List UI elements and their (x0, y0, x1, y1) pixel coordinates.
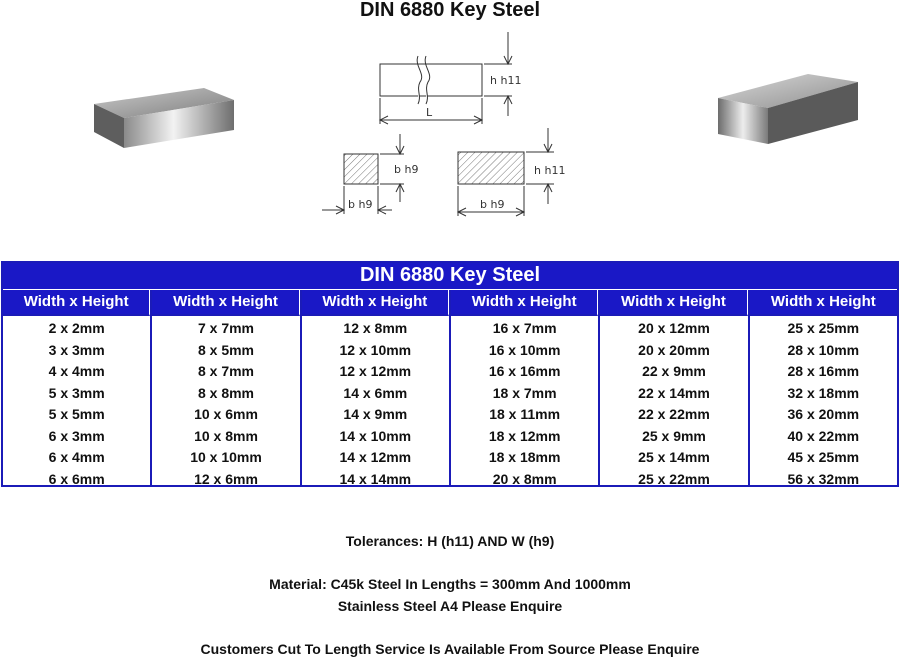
size-cell: 16 x 16mm (488, 363, 561, 379)
label-height-h11: h h11 (490, 74, 522, 87)
size-cell: 28 x 16mm (787, 363, 860, 379)
size-cell: 25 x 14mm (638, 449, 710, 465)
size-cell: 25 x 9mm (642, 427, 706, 444)
size-cell: 7 x 7mm (197, 320, 255, 336)
size-cell: 18 x 7mm (492, 384, 557, 401)
stainless-note: Stainless Steel A4 Please Enquire (337, 598, 563, 614)
label-height-h11-section: h h11 (534, 164, 566, 177)
label-width-h9-section: b h9 (480, 198, 505, 211)
size-cell: 8 x 7mm (197, 363, 255, 379)
label-width-h9: b h9 (394, 163, 419, 176)
size-cell: 16 x 7mm (492, 320, 557, 336)
table-column (302, 290, 451, 486)
size-cell: 14 x 6mm (343, 384, 408, 401)
key-steel-dimension-diagram (318, 26, 578, 220)
size-cell: 3 x 3mm (48, 341, 105, 358)
size-cell: 14 x 12mm (339, 449, 412, 465)
size-cell: 22 x 9mm (642, 363, 706, 379)
size-cell: 4 x 4mm (48, 363, 105, 379)
size-cell: 18 x 12mm (488, 427, 561, 444)
size-cell: 22 x 14mm (638, 384, 710, 401)
column-header: Width x Height (750, 290, 897, 316)
table-column (600, 290, 749, 486)
table-column (451, 290, 600, 486)
table-column (3, 290, 152, 486)
size-cell: 6 x 4mm (48, 449, 105, 465)
size-cell: 10 x 8mm (194, 427, 258, 444)
size-cell: 10 x 6mm (194, 406, 258, 422)
page-title: DIN 6880 Key Steel (359, 0, 541, 21)
size-cell: 8 x 8mm (197, 384, 255, 401)
size-cell: 36 x 20mm (787, 406, 860, 422)
size-cell: 12 x 12mm (339, 363, 412, 379)
size-cell: 12 x 8mm (343, 320, 408, 336)
size-cell: 8 x 5mm (197, 341, 255, 358)
tolerances-note: Tolerances: H (h11) AND W (h9) (345, 533, 555, 549)
column-header: Width x Height (600, 290, 747, 316)
size-cell: 5 x 5mm (48, 406, 105, 422)
label-width-h9-bottom: b h9 (348, 198, 373, 211)
size-cell: 40 x 22mm (787, 427, 860, 444)
table-title: DIN 6880 Key Steel (3, 263, 897, 290)
size-cell: 20 x 12mm (638, 320, 710, 336)
size-cell: 28 x 10mm (787, 341, 860, 358)
size-cell: 12 x 10mm (339, 341, 412, 358)
column-header: Width x Height (152, 290, 299, 316)
size-cell: 14 x 14mm (339, 470, 412, 487)
size-cell: 25 x 25mm (787, 320, 860, 336)
size-cell: 32 x 18mm (787, 384, 860, 401)
size-cell: 20 x 8mm (492, 470, 557, 487)
table-column (750, 290, 897, 486)
size-cell: 2 x 2mm (48, 320, 105, 336)
column-header: Width x Height (451, 290, 598, 316)
size-cell: 20 x 20mm (638, 341, 710, 358)
key-steel-bar-image-right (712, 68, 862, 148)
size-cell: 25 x 22mm (638, 470, 710, 487)
material-note: Material: C45k Steel In Lengths = 300mm And 1000mm (269, 576, 631, 592)
size-cell: 14 x 10mm (339, 427, 412, 444)
label-length: L (426, 106, 433, 119)
size-cell: 6 x 3mm (48, 427, 105, 444)
table-columns (3, 290, 897, 486)
size-cell: 10 x 10mm (190, 449, 262, 465)
size-cell: 56 x 32mm (787, 470, 860, 487)
size-cell: 14 x 9mm (343, 406, 408, 422)
column-header: Width x Height (302, 290, 449, 316)
key-steel-size-table (1, 261, 899, 487)
size-cell: 6 x 6mm (48, 470, 105, 487)
size-cell: 22 x 22mm (638, 406, 710, 422)
size-cell: 5 x 3mm (48, 384, 105, 401)
size-cell: 18 x 11mm (489, 406, 561, 422)
key-steel-bar-image-left (88, 82, 238, 150)
table-column (152, 290, 301, 486)
size-cell: 45 x 25mm (787, 449, 860, 465)
cut-service-note: Customers Cut To Length Service Is Available From Source Please Enquire (200, 641, 700, 657)
size-cell: 16 x 10mm (488, 341, 561, 358)
size-cell: 18 x 18mm (488, 449, 561, 465)
size-cell: 12 x 6mm (194, 470, 258, 487)
column-header: Width x Height (3, 290, 150, 316)
